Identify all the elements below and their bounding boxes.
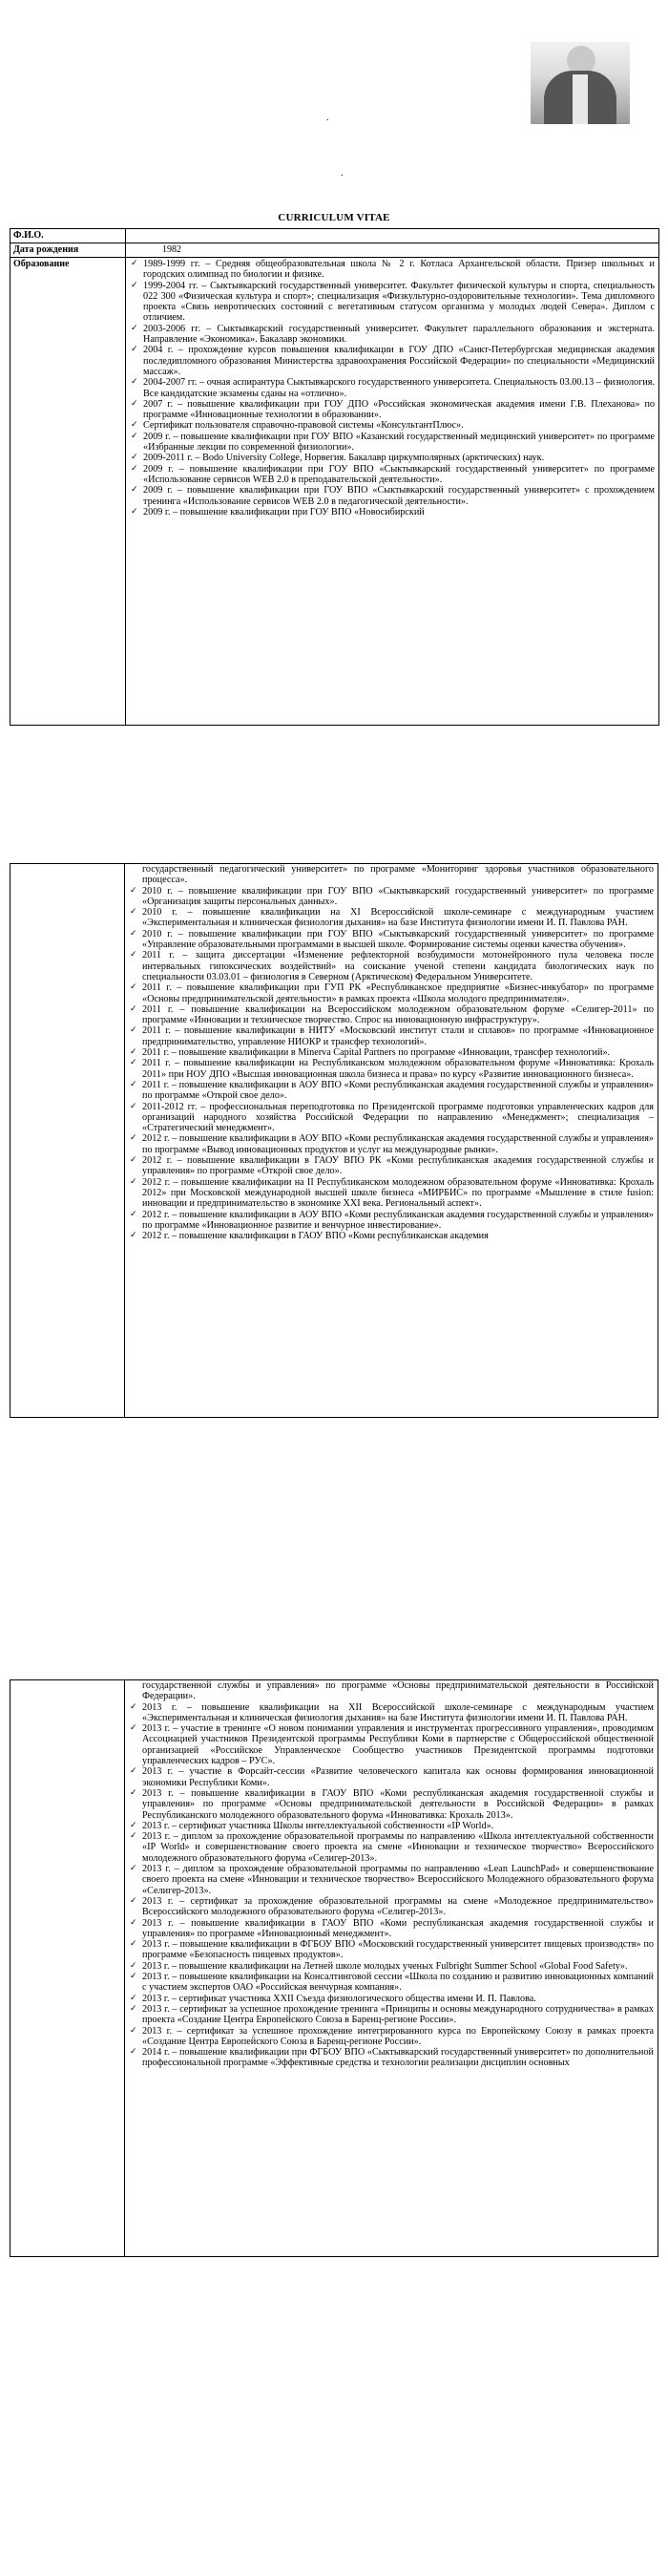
list-item: ✓ 2009 г. – повышение квалификации при ГОУ ВПО «Новосибирский — [129, 507, 655, 517]
list-item: ✓ 2014 г. – повышение квалификации при ФГБОУ ВПО «Сыктывкарский государственный университет» по дополнительной профессиональной программе «Эффективные средства и технологии реализации дисциплин основных — [128, 2047, 654, 2069]
list-item: ✓ 2011 г. – повышение квалификации на Республиканском молодежном образовательном форуме «Инновативка: Крохаль 2011» при НОУ ДПО «Высшая инновационная школа бизнеса и права» по курсу «Развитие инновационного бизнеса». — [128, 1058, 654, 1080]
list-item: ✓ 2012 г. – повышение квалификации на II Республиканском молодежном образовательном форуме «Инновативка: Крохаль 2012» при Московской международной высшей школе бизнеса «МИРБИС» по программе «Мышление в стиле fusion: инновации и предпринимательство в экономике XXI века. Региональный аспект». — [128, 1177, 654, 1210]
list-item: ✓ 1999-2004 гг. – Сыктывкарский государственный университет. Факультет физической культуры и спорта, специальность 022 300 «Физическая культура и спорт»; специализация «Физкультурно-оздоровительные технологии». Тема дипломного проекта «Связь невротических состояний с вегетативным статусом организма у молодых людей Севера». Диплом с отличием. — [129, 281, 655, 324]
list-item: ✓ 2011-2012 гг. – профессиональная переподготовка по Президентской программе подготовки управленческих кадров для организаций народного хозяйства Российской Федерации по направлению «Менеджмент»; специализация – «Стратегический менеджмент». — [128, 1102, 654, 1134]
list-item: ✓ 2013 г. – повышение квалификации в ФГБОУ ВПО «Московский государственный университет пищевых производств» по программе «Безопасность пищевых продуктов». — [128, 1939, 654, 1961]
list-item: ✓ 2013 г. – повышение квалификации на Консалтинговой сессии «Школа по созданию и развитию инновационных компаний с участием экспертов ОАО «Российская венчурная компания». — [128, 1972, 654, 1994]
list-item: ✓ 2011 г. – защита диссертации «Изменение рефлекторной возбудимости мотонейронного пула человека после интервальных гипоксических воздействий» на соискание ученой степени кандидата биологических наук по специальности 03.03.01 – физиология в Северном (Арктическом) Федеральном Университете. — [128, 950, 654, 982]
page-3-content — [124, 1679, 658, 2257]
list-item: ✓ 2012 г. – повышение квалификации в АОУ ВПО «Коми республиканская академия государственной службы и управления» по программе «Инновационное развитие и венчурное инвестирование». — [128, 1210, 654, 1232]
education-list-page-2 — [125, 864, 658, 1241]
list-item: ✓ 2013 г. – участие в тренинге «О новом понимании управления и инструментах прогрессивного управления», проводимом Ассоциацией участников Президентской программы Республики Коми в партнерстве с Общероссийской общественной организацией «Российское Управленческое Сообщество участников Президентской программы подготовки управленческих кадров – РУС». — [128, 1723, 654, 1766]
education-label: Образование — [10, 258, 126, 726]
decorative-dot: . — [326, 113, 329, 123]
list-item: ✓ 2013 г. – повышение квалификации на Летней школе молодых ученых Fulbright Summer School «Global Food Safety». — [128, 1961, 654, 1972]
list-item: ✓ 2013 г. – повышение квалификации в ГАОУ ВПО «Коми республиканская академия государственной службы и управления» по программе «Основы предпринимательской деятельности в Российской Федерации» в рамках Республиканского молодежного образовательного форума «Инновативка: Крохаль 2013». — [128, 1788, 654, 1821]
profile-photo — [531, 42, 630, 124]
list-item: ✓ 2012 г. – повышение квалификации в ГАОУ ВПО «Коми республиканская академия — [128, 1231, 654, 1241]
education-list-page-1 — [126, 259, 658, 517]
dob-label: Дата рождения — [10, 243, 126, 258]
list-item: ✓ 2012 г. – повышение квалификации в АОУ ВПО «Коми республиканская академия государственной службы и управления» по программе «Вывод инновационных продуктов и услуг на международные рынки». — [128, 1133, 654, 1155]
list-item: ✓ 2013 г. – диплом за прохождение образовательной программы по направлению «Lean LaunchPad» и совершенствование своего проекта на смене «Инновации и техническое творчество» Всероссийского Молодежного образовательного форума «Селигер-2013». — [128, 1864, 654, 1896]
list-item: ✓ Сертификат пользователя справочно-правовой системы «КонсультантПлюс». — [129, 420, 655, 431]
list-item: ✓ 2004 г. – прохождение курсов повышения квалификации в ГОУ ДПО «Санкт-Петербургская медицинская академия последипломного образования Министерства здравоохранения Российской Федерации» по специальности «Медицинский массаж». — [129, 345, 655, 377]
list-item: ✓ 2013 г. – сертификат участника XXII Съезда физиологического общества имени И. П. Павлова. — [128, 1994, 654, 2004]
list-item: ✓ 2009 г. – повышение квалификации при ГОУ ВПО «Казанский государственный медицинский университет» по программе «Избранные лекции по современной физиологии». — [129, 432, 655, 454]
list-item: ✓ 2013 г. – сертификат за успешное прохождение тренинга «Принципы и основы международного сотрудничества» в рамках проекта «Создание Центра Европейского Союза в Баренц-регионе России». — [128, 2004, 654, 2026]
list-item: ✓ 1989-1999 гг. – Средняя общеобразовательная школа № 2 г. Котласа Архангельской области. Призер школьных и городских олимпиад по биологии и физике. — [129, 259, 655, 281]
list-item-continued: государственный педагогический университет» по программе «Мониторинг здоровья участников образовательного процесса». — [142, 864, 654, 886]
list-item: ✓ 2009 г. – повышение квалификации при ГОУ ВПО «Сыктывкарский государственный университет» с прохождением тренинга «Использование сервисов WEB 2.0 в педагогической деятельности». — [129, 485, 655, 507]
dob-value: 1982 — [126, 243, 659, 258]
list-item: ✓ 2007 г. – повышение квалификации при ГОУ ДПО «Российская экономическая академия имени Г.В. Плеханова» по программе «Инновационные технологии в образовании». — [129, 399, 655, 421]
education-list-page-3 — [125, 1680, 658, 2069]
list-item: ✓ 2013 г. – повышение квалификации на XII Всероссийской школе-семинаре с международным участием «Экспериментальная и клиническая физиология дыхания» на базе Института физиологии имени И. П. Павлова РАН. — [128, 1702, 654, 1724]
list-item: ✓ 2013 г. – диплом за прохождение образовательной программы по направлению «Школа интеллектуальной собственности «IP World» и совершенствование своего проекта на смене «Инновации и техническое творчество» Всероссийского молодежного образовательного форума «Селигер-2013». — [128, 1831, 654, 1864]
list-item: ✓ 2009-2011 г. – Bodo University College, Норвегия. Бакалавр циркумполярных (арктических) наук. — [129, 453, 655, 463]
list-item: ✓ 2011 г. – повышение квалификации на Всероссийском молодежном образовательном форуме «Селигер-2011» по программе «Инновации и техническое творчество. Спрос на инновационную инфраструктуру». — [128, 1004, 654, 1026]
page-3-left-column — [10, 1679, 125, 2257]
list-item: ✓ 2011 г. – повышение квалификации в Minerva Capital Partners по программе «Инновации, трансфер технологий». — [128, 1047, 654, 1058]
list-item: ✓ 2010 г. – повышение квалификации при ГОУ ВПО «Сыктывкарский государственный университет» по программе «Организация защиты персональных данных». — [128, 886, 654, 908]
list-item: ✓ 2013 г. – повышение квалификации в ГАОУ ВПО «Коми республиканская академия государственной службы и управления» по программе «Инновационный менеджмент». — [128, 1918, 654, 1940]
cv-header-table — [10, 228, 659, 726]
decorative-dot: . — [341, 168, 344, 179]
list-item: ✓ 2011 г. – повышение квалификации при ГУП РК «Республиканское предприятие «Бизнес-инкубатор» по программе «Основы предпринимательской деятельности» в рамках проекта «Школа молодого предпринимателя». — [128, 982, 654, 1004]
list-item-continued: государственной службы и управления» по программе «Основы предпринимательской деятельности в Российской Федерации». — [142, 1680, 654, 1702]
list-item: ✓ 2013 г. – сертификат участника Школы интеллектуальной собственности «IP World». — [128, 1821, 654, 1831]
list-item: ✓ 2010 г. – повышение квалификации при ГОУ ВПО «Сыктывкарский государственный университет» по программе «Управление образовательными программами в высшей школе. Формирование системы оценки качества обучения». — [128, 929, 654, 951]
list-item: ✓ 2013 г. – сертификат за прохождение образовательной программы на смене «Молодежное предпринимательство» Всероссийского молодежного образовательного форума «Селигер-2013». — [128, 1896, 654, 1918]
list-item: ✓ 2010 г. – повышение квалификации на XI Всероссийской школе-семинаре с международным участием «Экспериментальная и клиническая физиология дыхания» на базе Института физиологии имени И. П. Павлова РАН. — [128, 907, 654, 929]
name-value — [126, 229, 659, 243]
list-item: ✓ 2009 г. – повышение квалификации при ГОУ ВПО «Сыктывкарский государственный университет» по программе «Использование сервисов WEB 2.0 в преподавательской деятельности». — [129, 464, 655, 486]
document-title: CURRICULUM VITAE — [278, 212, 390, 223]
list-item: ✓ 2011 г. – повышение квалификации в НИТУ «Московский институт стали и сплавов» по программе «Инновационное предпринимательство, управление НИОКР и трансфер технологий». — [128, 1025, 654, 1047]
page-2-content — [124, 863, 658, 1418]
list-item: ✓ 2003-2006 гг. – Сыктывкарский государственный университет. Факультет параллельного образования и экстерната. Направление «Экономика». Бакалавр экономики. — [129, 324, 655, 346]
list-item: ✓ 2011 г. – повышение квалификации в АОУ ВПО «Коми республиканская академия государственной службы и управления» по программе «Открой свое дело». — [128, 1080, 654, 1102]
name-label: Ф.И.О. — [10, 229, 126, 243]
list-item: ✓ 2004-2007 гг. – очная аспирантура Сыктывкарского государственного университета. Специальность 03.00.13 – физиология. Все кандидатские экзамены сданы на «отлично». — [129, 377, 655, 399]
list-item: ✓ 2013 г. – участие в Форсайт-сессии «Развитие человеческого капитала как основы формирования инновационной экономики Республики Коми». — [128, 1766, 654, 1788]
list-item: ✓ 2012 г. – повышение квалификации в ГАОУ ВПО РК «Коми республиканская академия государственной службы и управления» по программе «Открой свое дело». — [128, 1155, 654, 1177]
page-2-left-column — [10, 863, 125, 1418]
list-item: ✓ 2013 г. – сертификат за успешное прохождение интегрированного курса по Европейскому Союзу в рамках проекта «Создание Центра Европейского Союза в Баренц-регионе России». — [128, 2026, 654, 2048]
